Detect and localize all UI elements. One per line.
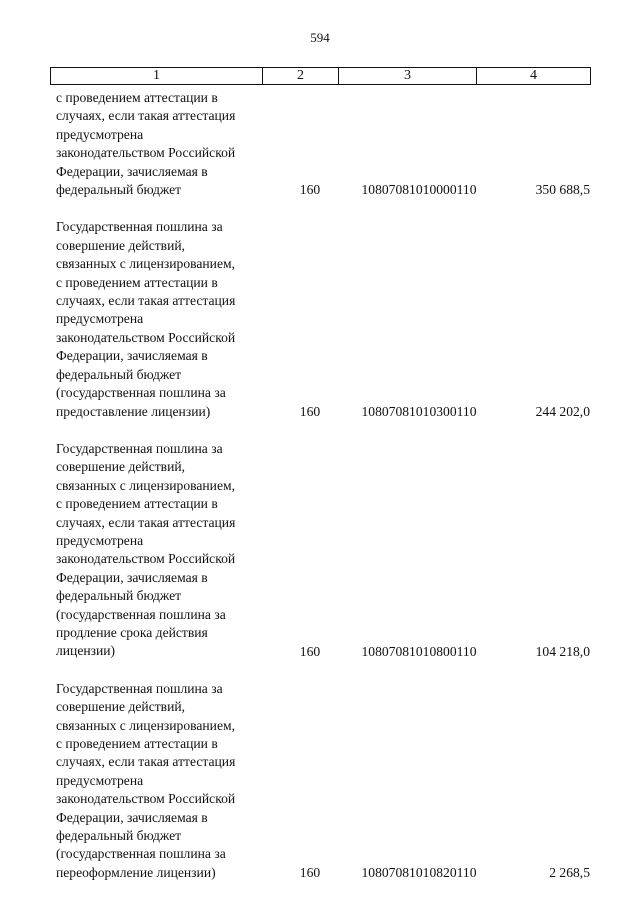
row-kbk-code: 10807081010300110 [361, 403, 477, 419]
header-col-2: 2 [263, 68, 339, 84]
table-header-row [50, 67, 591, 85]
header-col-1: 1 [51, 68, 263, 84]
table-row [56, 89, 596, 199]
page-number: 594 [310, 30, 330, 45]
row-admin-code: 160 [299, 643, 321, 659]
row-kbk-code: 10807081010820110 [361, 865, 477, 881]
table-row [56, 680, 596, 882]
row-description: с проведением аттестации в случаях, если такая аттестация предусмотрена законодательством Российской Федерации, зачисляемая в федеральный бюджет [56, 90, 236, 198]
table-row [56, 440, 596, 661]
row-description: Государственная пошлина за совершение действий, связанных с лицензированием, с проведением аттестации в случаях, если такая аттестация предусмотрена законодательством Российской Федерации, зачисляемая в федеральный бюджет (государственная пошлина за продление срока действия лицензии) [56, 440, 236, 659]
row-amount: 350 688,5 [535, 182, 590, 198]
row-admin-code: 160 [299, 182, 321, 198]
row-description: Государственная пошлина за совершение действий, связанных с лицензированием, с проведением аттестации в случаях, если такая аттестация предусмотрена законодательством Российской Федерации, зачисляемая в федеральный бюджет (государственная пошлина за переоформление лицензии) [56, 680, 236, 880]
table-row [56, 218, 596, 420]
row-amount: 2 268,5 [549, 865, 590, 881]
row-description: Государственная пошлина за совершение действий, связанных с лицензированием, с проведением аттестации в случаях, если такая аттестация предусмотрена законодательством Российской Федерации, зачисляемая в федеральный бюджет (государственная пошлина за предоставление лицензии) [56, 219, 236, 419]
header-col-4: 4 [530, 68, 537, 83]
row-kbk-code: 10807081010800110 [361, 643, 477, 659]
row-amount: 244 202,0 [535, 403, 590, 419]
row-amount: 104 218,0 [535, 643, 590, 659]
row-admin-code: 160 [299, 403, 321, 419]
row-admin-code: 160 [299, 865, 321, 881]
table-body [56, 89, 596, 901]
header-col-3: 3 [339, 68, 477, 84]
row-kbk-code: 10807081010000110 [361, 182, 477, 198]
